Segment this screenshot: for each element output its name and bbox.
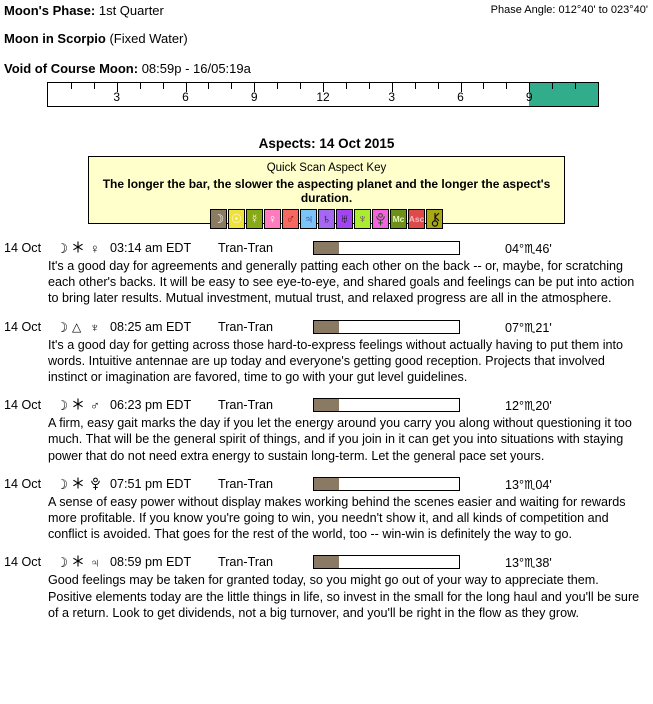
- aspect-key-title: Quick Scan Aspect Key: [266, 162, 387, 174]
- pluto-icon: [90, 477, 101, 492]
- hour-label: 12: [316, 90, 330, 104]
- void-of-course-label: Void of Course Moon:: [4, 61, 139, 76]
- hour-tick: [483, 83, 484, 89]
- moon-icon: ☽: [210, 209, 227, 229]
- aspect-entry-moon-sextile-mars: [0, 398, 653, 464]
- moons-phase-value: 1st Quarter: [98, 3, 164, 18]
- hour-tick: [415, 83, 416, 89]
- neptune-icon: ♆: [354, 209, 371, 229]
- duration-bar: [313, 477, 460, 491]
- duration-bar-fill: [314, 399, 339, 411]
- duration-bar-fill: [314, 478, 339, 490]
- saturn-icon: ♄: [318, 209, 335, 229]
- duration-bar: [313, 241, 460, 255]
- aspect-date: 14 Oct: [4, 241, 42, 255]
- aspect-description: A sense of easy power without display makes working behind the scenes easier and waiting for rewards more profitable. If you know you're going to win, you needn't show it, and all kinds of competition and conflict is avoided. That goes for the rest of the world, too -- win-win is definitely the way to go.: [48, 494, 626, 542]
- sextile-icon: [72, 241, 84, 255]
- aspect-type: Tran-Tran: [218, 319, 274, 334]
- sextile-icon: [72, 398, 84, 412]
- aspect-degree: 04°♏46': [505, 242, 552, 256]
- aspects-title: Aspects: 14 Oct 2015: [258, 136, 395, 151]
- duration-bar: [313, 398, 460, 412]
- mars-icon: ♂: [90, 398, 100, 414]
- aspect-degree: 07°♏21': [505, 320, 552, 335]
- aspect-entry-moon-sextile-jupiter: [0, 555, 653, 621]
- aspect-time: 03:14 am EDT: [110, 241, 192, 255]
- duration-bar-fill: [314, 321, 339, 333]
- phase-angle: [491, 4, 648, 16]
- hour-tick: [163, 83, 164, 89]
- aspect-degree: 13°♏38': [505, 556, 552, 571]
- sun-icon: ☉: [228, 209, 245, 229]
- sextile-icon: [72, 555, 84, 569]
- hour-label: 9: [525, 90, 533, 104]
- chiron-icon: [426, 209, 443, 229]
- hour-tick: [346, 83, 347, 89]
- trine-icon: △: [72, 319, 82, 334]
- hour-label: 3: [113, 90, 121, 104]
- hour-tick: [140, 83, 141, 89]
- aspect-key-subtitle: The longer the bar, the slower the aspecting planet and the longer the aspect's duration.: [102, 177, 551, 205]
- moon-sign-note: (Fixed Water): [109, 31, 188, 46]
- hour-tick: [231, 83, 232, 89]
- aspect-entry-header: [0, 477, 653, 493]
- ascendant-icon: Asc: [408, 209, 425, 229]
- hour-tick: [369, 83, 370, 89]
- aspect-time: 08:59 pm EDT: [110, 555, 192, 570]
- aspect-date: 14 Oct: [4, 476, 42, 491]
- moon-icon: ☽: [56, 241, 69, 256]
- moon-icon: ☽: [56, 555, 69, 571]
- aspect-entry-header: [0, 320, 653, 336]
- aspect-entry-moon-sextile-pluto: [0, 477, 653, 543]
- aspect-date: 14 Oct: [4, 319, 42, 334]
- aspect-type: Tran-Tran: [218, 241, 274, 255]
- aspect-entry-moon-trine-neptune: [0, 320, 653, 386]
- midheaven-icon: Mc: [390, 209, 407, 229]
- aspect-description: Good feelings may be taken for granted today, so you might go out of your way to appreciate them. Positive elements today are the little things in life, so invest in the small for the long haul and you'll be sure of a return. Look to get dividends, not a big turnover, and you'll be right in the flow as they grow.: [48, 573, 640, 620]
- jupiter-icon: ♃: [300, 209, 317, 229]
- hour-tick: [575, 83, 576, 89]
- pluto-icon: [372, 209, 389, 229]
- void-of-course-value: 08:59p - 16/05:19a: [141, 61, 251, 76]
- uranus-icon: ♅: [336, 209, 353, 229]
- sextile-icon: [72, 477, 84, 491]
- duration-bar-fill: [314, 242, 339, 254]
- mercury-icon: ☿: [246, 209, 263, 229]
- duration-bar: [313, 555, 460, 569]
- hour-tick: [71, 83, 72, 89]
- aspect-list: [0, 241, 653, 634]
- aspect-type: Tran-Tran: [218, 398, 274, 413]
- aspect-degree: 12°♏20': [505, 399, 552, 414]
- quick-scan-aspect-key: [88, 156, 565, 224]
- moons-phase-row: [4, 3, 164, 18]
- duration-bar-fill: [314, 556, 339, 568]
- aspect-description: It's a good day for getting across those hard-to-express feelings without actually having to put them into words. Intuitive antennae are up today and everyone's getting good reception. Projects that involved instinct or imagination are favored, time to go with your gut level guidelines.: [48, 337, 624, 385]
- hour-tick: [506, 83, 507, 89]
- hour-label: 6: [457, 90, 464, 104]
- hour-tick: [94, 83, 95, 89]
- aspect-date: 14 Oct: [4, 398, 42, 413]
- moon-icon: ☽: [56, 476, 69, 492]
- aspect-type: Tran-Tran: [218, 476, 274, 491]
- hour-tick: [552, 83, 553, 89]
- moon-sign-row: [4, 31, 188, 46]
- aspect-time: 06:23 pm EDT: [110, 398, 192, 413]
- void-of-course-timeline-ruler: [47, 82, 599, 107]
- aspect-entry-moon-sextile-venus: [0, 241, 653, 307]
- void-of-course-row: [4, 61, 251, 76]
- hour-label: 6: [182, 90, 189, 104]
- aspect-entry-header: [0, 398, 653, 414]
- aspect-key-planet-row: [89, 209, 564, 229]
- aspect-entry-header: [0, 555, 653, 571]
- aspect-description: It's a good day for agreements and generally patting each other on the back -- or, maybe, for scratching each other's backs. It will be easy to see eye-to-eye, and shared goals and feelings can be put into action to bring later results. Mutual investment, mutual trust, and relaxed progress are all in the atmosphere.: [48, 259, 635, 306]
- hour-tick: [208, 83, 209, 89]
- hour-label: 3: [388, 90, 396, 104]
- phase-angle-label: Phase Angle:: [490, 4, 556, 16]
- aspect-time: 07:51 pm EDT: [110, 476, 192, 491]
- aspect-time: 08:25 am EDT: [110, 319, 192, 334]
- moon-icon: ☽: [56, 398, 69, 414]
- void-of-course-fill: [529, 83, 598, 106]
- mars-icon: ♂: [282, 209, 299, 229]
- aspect-entry-header: [0, 241, 653, 257]
- moon-sign-label: Moon in Scorpio: [4, 31, 106, 46]
- neptune-icon: ♆: [90, 319, 100, 335]
- moon-icon: ☽: [56, 319, 69, 335]
- venus-icon: ♀: [90, 241, 100, 256]
- hour-tick: [438, 83, 439, 89]
- aspect-degree: 13°♏04': [505, 477, 552, 492]
- aspect-type: Tran-Tran: [218, 555, 274, 570]
- jupiter-icon: ♃: [90, 555, 100, 571]
- moons-phase-label: Moon's Phase:: [4, 3, 96, 18]
- aspect-description: A firm, easy gait marks the day if you let the energy around you carry you along without questioning it too much. That will be the general spirit of things, and if you join in it can get you into situations with staying power that do not need extra energy to sustain long-term. Let the general pace set yours.: [48, 416, 632, 463]
- venus-icon: ♀: [264, 209, 281, 229]
- aspect-date: 14 Oct: [4, 555, 42, 570]
- hour-tick: [300, 83, 301, 89]
- hour-label: 9: [250, 90, 258, 104]
- duration-bar: [313, 320, 460, 334]
- phase-angle-value: 012°40' to 023°40': [558, 4, 648, 16]
- hour-tick: [277, 83, 278, 89]
